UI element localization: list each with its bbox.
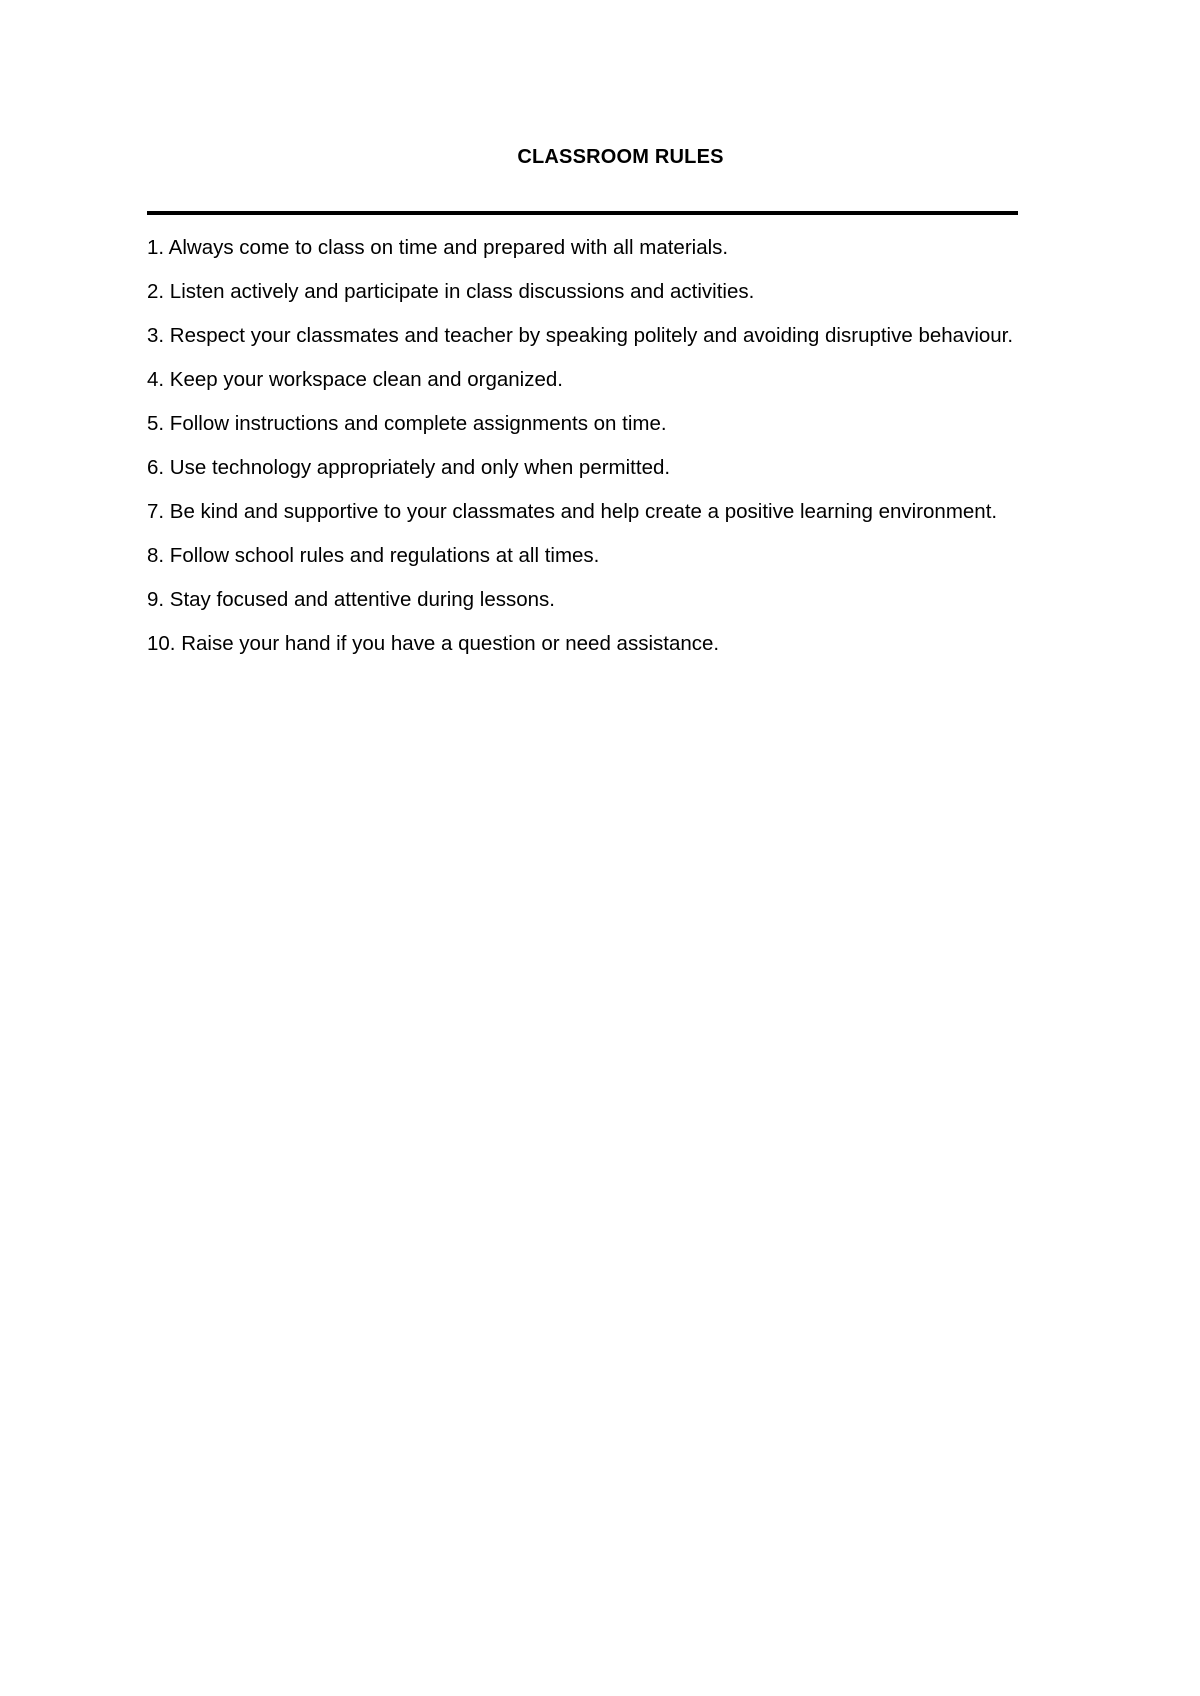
rule-item-2: 2. Listen actively and participate in class discussions and activities. [147, 280, 755, 303]
rule-item-7: 7. Be kind and supportive to your classmates and help create a positive learning environment. [147, 500, 998, 523]
rule-item-6: 6. Use technology appropriately and only when permitted. [147, 456, 671, 479]
rule-item-9: 9. Stay focused and attentive during lessons. [147, 588, 555, 611]
rule-item-5: 5. Follow instructions and complete assignments on time. [147, 412, 667, 435]
rule-item-4: 4. Keep your workspace clean and organized. [147, 368, 563, 391]
rule-item-3: 3. Respect your classmates and teacher by speaking politely and avoiding disruptive behaviour. [147, 324, 1014, 347]
rules-list [147, 234, 1013, 674]
page-title: CLASSROOM RULES [517, 146, 724, 168]
title-divider [147, 211, 1018, 215]
rule-item-10: 10. Raise your hand if you have a question or need assistance. [147, 632, 720, 655]
rule-item-1: 1. Always come to class on time and prepared with all materials. [147, 236, 729, 259]
rule-item-8: 8. Follow school rules and regulations at all times. [147, 544, 600, 567]
